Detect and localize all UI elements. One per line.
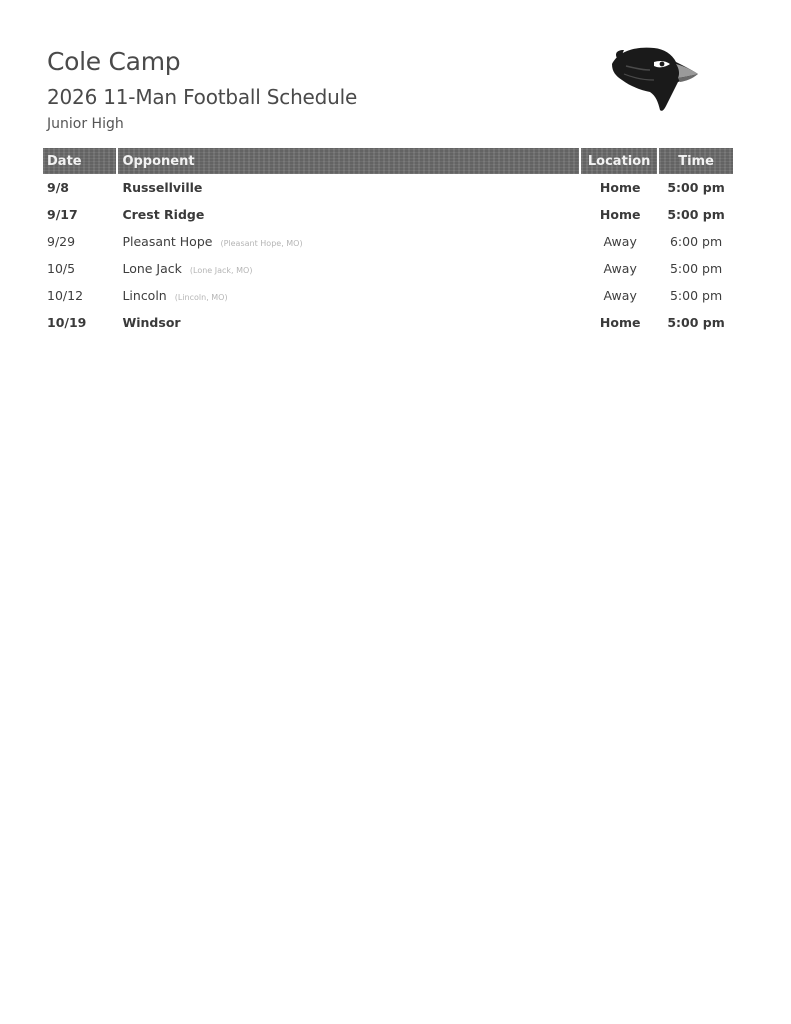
game-location: Home [599,180,641,195]
game-date: 10/19 [47,315,87,330]
table-row [43,228,733,255]
table-row [43,309,733,336]
table-row [43,174,733,201]
column-header-time: Time [659,148,733,174]
schedule-header [47,46,357,134]
game-opponent [118,282,581,309]
column-header-opponent: Opponent [118,148,581,174]
schedule-title: 2026 11-Man Football Schedule [47,85,358,109]
opponent-city: (Lincoln, MO) [174,293,228,302]
game-time: 5:00 pm [667,315,725,330]
opponent-name: Russellville [122,180,203,195]
game-opponent [118,309,581,336]
column-header-location: Location [581,148,659,174]
game-date: 10/12 [47,288,84,303]
bluebird-head-logo-icon [604,44,704,116]
table-row [43,282,733,309]
table-header-row [43,148,733,174]
game-location: Away [603,261,637,276]
game-location: Away [603,288,637,303]
game-opponent [118,201,581,228]
game-time: 5:00 pm [669,261,723,276]
game-time: 5:00 pm [667,180,725,195]
schedule-table [43,148,733,336]
game-date: 9/29 [47,234,76,249]
opponent-city: (Lone Jack, MO) [189,266,253,275]
opponent-name: Lincoln [122,288,167,303]
game-opponent [118,174,581,201]
opponent-name: Pleasant Hope [122,234,213,249]
game-time: 5:00 pm [667,207,725,222]
table-row [43,201,733,228]
opponent-city: (Pleasant Hope, MO) [220,239,303,248]
game-location: Home [599,315,641,330]
column-header-date: Date [43,148,118,174]
table-row [43,255,733,282]
school-name: Cole Camp [47,47,181,76]
team-level: Junior High [47,116,124,132]
game-location: Home [599,207,641,222]
opponent-name: Lone Jack [122,261,182,276]
opponent-name: Crest Ridge [122,207,205,222]
game-location: Away [603,234,637,249]
game-date: 10/5 [47,261,76,276]
game-opponent [118,228,581,255]
game-time: 5:00 pm [669,288,723,303]
game-opponent [118,255,581,282]
opponent-name: Windsor [122,315,181,330]
game-date: 9/8 [47,180,69,195]
game-date: 9/17 [47,207,78,222]
game-time: 6:00 pm [669,234,723,249]
